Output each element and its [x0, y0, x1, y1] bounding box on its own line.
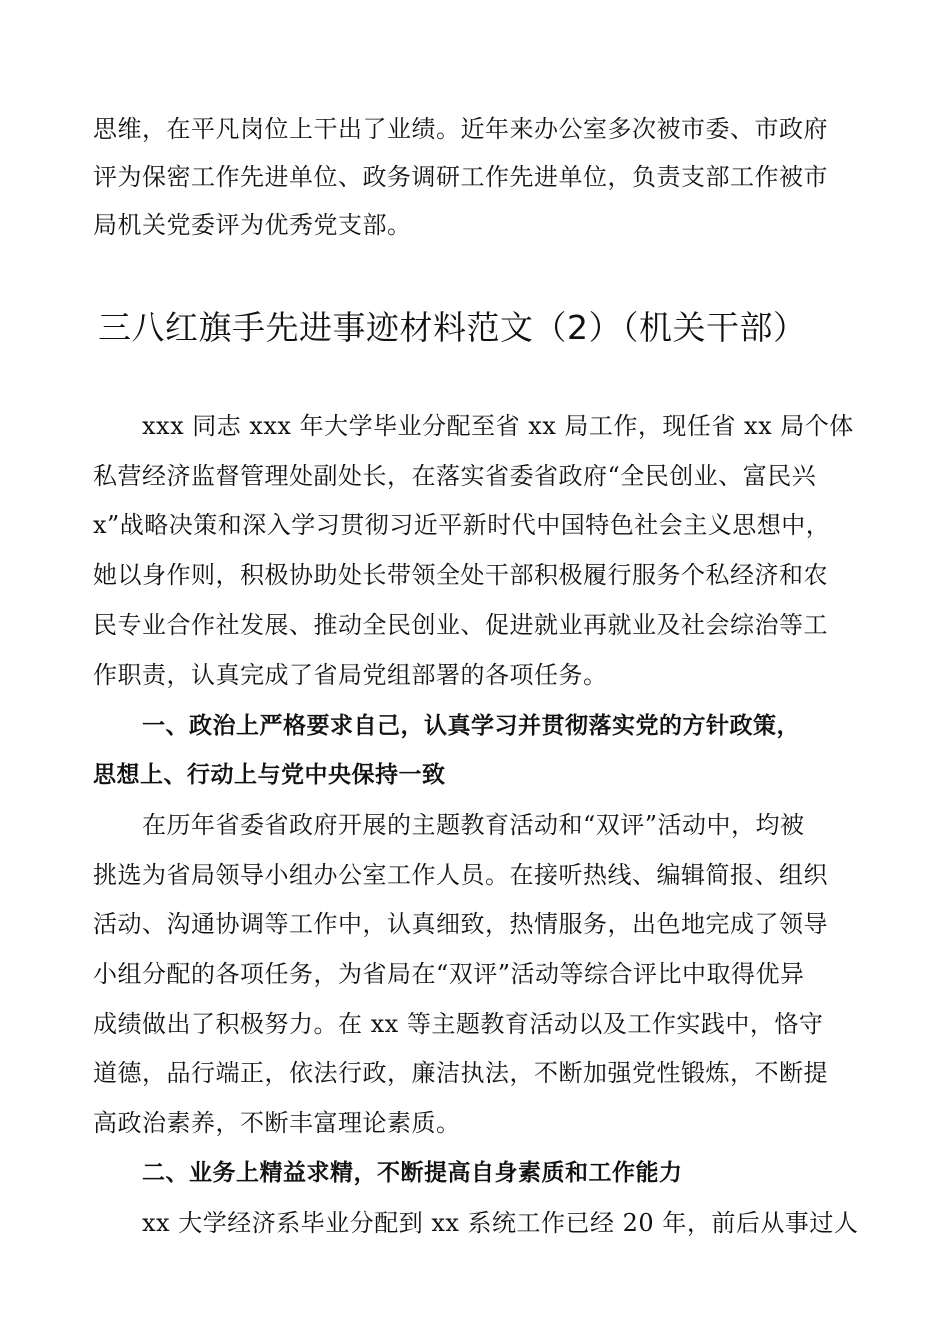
paragraph-line: xx 大学经济系毕业分配到 xx 系统工作已经 20 年，前后从事过人 [142, 1209, 859, 1237]
paragraph-line: 作职责，认真完成了省局党组部署的各项任务。 [93, 661, 608, 689]
paragraph-line: xxx 同志 xxx 年大学毕业分配至省 xx 局工作，现任省 xx 局个体 [142, 412, 854, 440]
paragraph-line: x”战略决策和深入学习贯彻习近平新时代中国特色社会主义思想中， [93, 511, 831, 539]
paragraph-line: 私营经济监督管理处副处长，在落实省委省政府“全民创业、富民兴 [93, 462, 817, 490]
paragraph-line: 成绩做出了积极努力。在 xx 等主题教育活动以及工作实践中，恪守 [93, 1010, 824, 1038]
paragraph-line: 民专业合作社发展、推动全民创业、促进就业再就业及社会综治等工 [93, 611, 828, 639]
paragraph-line: 她以身作则，积极协助处长带领全处干部积极履行服务个私经济和农 [93, 561, 828, 589]
paragraph-line: 思维，在平凡岗位上干出了业绩。近年来办公室多次被市委、市政府 [93, 115, 828, 143]
section-heading: 思想上、行动上与党中央保持一致 [93, 762, 446, 788]
paragraph-line: 评为保密工作先进单位、政务调研工作先进单位，负责支部工作被市 [93, 163, 828, 191]
paragraph-line: 活动、沟通协调等工作中，认真细致，热情服务，出色地完成了领导 [93, 910, 828, 938]
paragraph-line: 道德，品行端正，依法行政，廉洁执法，不断加强党性锻炼，不断提 [93, 1059, 828, 1087]
paragraph-line: 挑选为省局领导小组办公室工作人员。在接听热线、编辑简报、组织 [93, 861, 828, 889]
document-title: 三八红旗手先进事迹材料范文（2）（机关干部） [98, 308, 807, 347]
paragraph-line: 在历年省委省政府开展的主题教育活动和“双评”活动中，均被 [142, 811, 805, 839]
section-heading: 二、业务上精益求精，不断提高自身素质和工作能力 [142, 1160, 683, 1186]
paragraph-line: 小组分配的各项任务，为省局在“双评”活动等综合评比中取得优异 [93, 960, 805, 988]
paragraph-line: 局机关党委评为优秀党支部。 [93, 211, 412, 239]
paragraph-line: 高政治素养，不断丰富理论素质。 [93, 1109, 461, 1137]
section-heading: 一、政治上严格要求自己，认真学习并贯彻落实党的方针政策， [142, 713, 800, 739]
